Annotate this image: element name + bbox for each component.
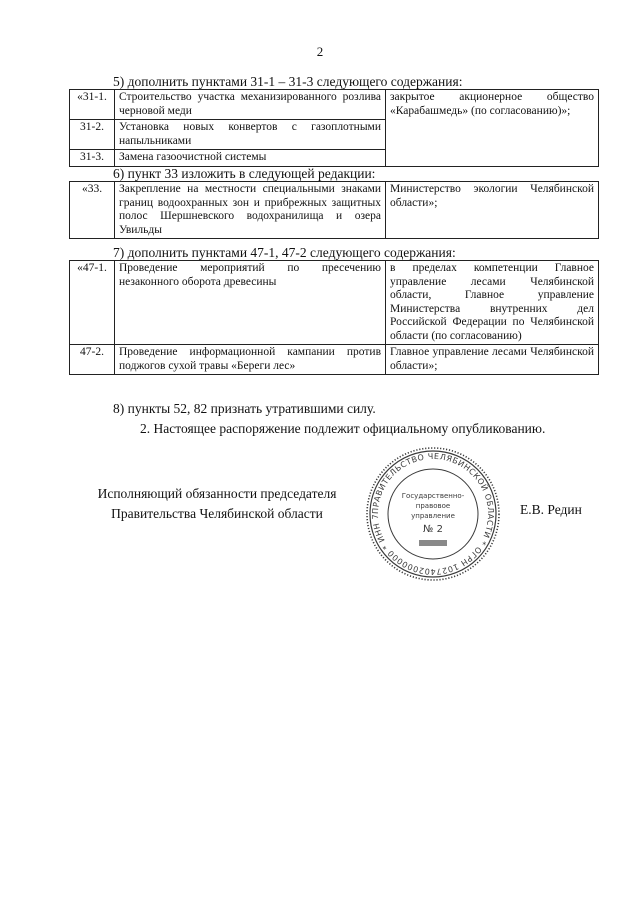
signature-line2: Правительства Челябинской области	[111, 506, 323, 521]
stamp-l2: правовое	[415, 502, 451, 510]
item7-row2-responsible: Главное управление лесами Челябинской области»;	[386, 345, 599, 375]
signature-title	[72, 484, 362, 524]
item6-row1-num: «33.	[70, 182, 115, 239]
item6-heading: 6) пункт 33 изложить в следующей редакции:	[113, 166, 376, 181]
item7-row1-num: «47-1.	[70, 261, 115, 345]
item7-row2-desc: Проведение информационной кампании против поджогов сухой травы «Береги лес»	[115, 345, 386, 375]
item5-row2-num: 31-2.	[70, 120, 115, 150]
item5-row3-desc: Замена газоочистной системы	[115, 150, 386, 167]
stamp-l3: управление	[411, 512, 455, 520]
table-row	[70, 345, 599, 375]
item7-row1-responsible: в пределах компетенции Главное управление лесами Челябинской области, Главное управление Министерства внутренних дел Российской Федерации по Челябинской области (по согласованию)	[386, 261, 599, 345]
stamp-ring-text: ПРАВИТЕЛЬСТВО ЧЕЛЯБИНСКОЙ ОБЛАСТИ * ОГРН 1027402000000 * ИНН 7	[370, 451, 496, 577]
signature-line1: Исполняющий обязанности председателя	[97, 486, 337, 501]
item8-text: 8) пункты 52, 82 признать утратившими силу.	[113, 401, 376, 416]
item7-row1-desc: Проведение мероприятий по пресечению незаконного оборота древесины	[115, 261, 386, 345]
stamp-l4: № 2	[423, 524, 443, 535]
table-row	[70, 90, 599, 120]
svg-text:ПРАВИТЕЛЬСТВО ЧЕЛЯБИНСКОЙ ОБЛА	[363, 444, 495, 576]
item7-heading: 7) дополнить пунктами 47-1, 47-2 следующего содержания:	[113, 245, 456, 260]
page-number: 2	[316, 44, 324, 59]
item5-row1-num: «31-1.	[70, 90, 115, 120]
table-row	[70, 261, 599, 345]
clause2-text: 2. Настоящее распоряжение подлежит официальному опубликованию.	[140, 421, 546, 436]
item5-row3-num: 31-3.	[70, 150, 115, 167]
item7-row2-num: 47-2.	[70, 345, 115, 375]
item6-row1-desc: Закрепление на местности специальными знаками границ водоохранных зон и прибрежных защитных полос Шершневского водохранилища и озера Увильды	[115, 182, 386, 239]
item5-table	[69, 89, 599, 167]
item5-row2-desc: Установка новых конвертов с газоплотными напыльниками	[115, 120, 386, 150]
stamp-l1: Государственно-	[401, 492, 465, 500]
item5-row1-desc: Строительство участка механизированного розлива черновой меди	[115, 90, 386, 120]
item6-row1-responsible: Министерство экологии Челябинской области»;	[386, 182, 599, 239]
signature-name: Е.В. Редин	[520, 502, 582, 517]
item6-table	[69, 181, 599, 239]
item7-table	[69, 260, 599, 375]
official-stamp-icon	[363, 444, 503, 584]
table-row	[70, 182, 599, 239]
item5-heading: 5) дополнить пунктами 31-1 – 31-3 следующего содержания:	[113, 74, 463, 89]
item5-responsible: закрытое акционерное общество «Карабашмедь» (по согласованию)»;	[386, 90, 599, 167]
